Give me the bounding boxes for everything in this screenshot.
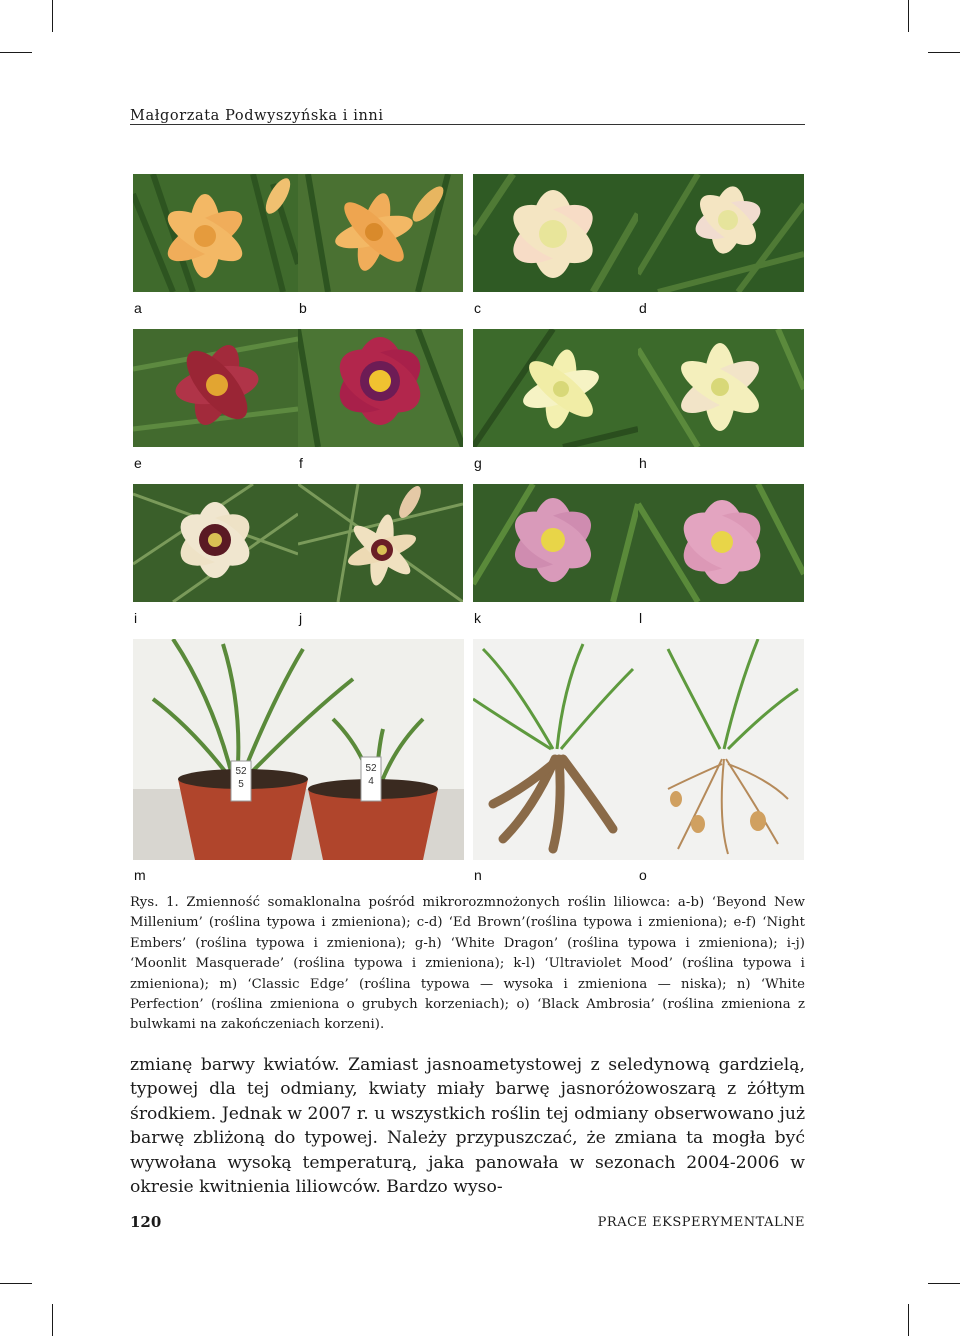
figure-label: a	[134, 300, 142, 316]
figure-label: c	[474, 300, 481, 316]
photo-g	[473, 329, 638, 447]
figure-label: b	[299, 300, 307, 316]
crop-mark	[908, 1304, 909, 1336]
pot-tag-text: 5	[238, 779, 244, 790]
figure-label: o	[639, 867, 647, 883]
figure-label: g	[474, 455, 482, 471]
photo-j	[298, 484, 463, 602]
crop-mark	[0, 52, 32, 53]
journal-name: PRACE EKSPERYMENTALNE	[597, 1215, 805, 1230]
figure-label: k	[474, 610, 481, 626]
crop-mark	[0, 1283, 32, 1284]
photo-n	[473, 639, 638, 860]
header-rule	[130, 124, 805, 125]
figure-label: i	[134, 610, 138, 626]
crop-mark	[928, 1283, 960, 1284]
crop-mark	[908, 0, 909, 32]
figure-caption: Rys. 1. Zmienność somaklonalna pośród mikrorozmnożonych roślin liliowca: a-b) ‘Beyond New Millenium’ (roślina typowa i zmieniona); c-d) ‘Ed Brown’(roślina typowa i zmieniona); e-f) ‘Night Embers’ (roślina typowa i zmieniona); g-h) ‘White Dragon’ (roślina typowa i zmieniona); i-j) ‘Moonlit Masquerade’ (roślina typowa i zmieniona); k-l) ‘Ultraviolet Mood’ (roślina typowa i zmieniona); m) ‘Classic Edge’ (roślina typowa — wysoka i zmieniona — niska); n) ‘White Perfection’ (roślina zmieniona o grubych korzeniach); o) ‘Black Ambrosia’ (roślina zmieniona z bulwkami na zakończeniach korzeni).	[130, 895, 805, 1033]
photo-h	[638, 329, 804, 447]
crop-mark	[52, 0, 53, 32]
photo-o	[638, 639, 804, 860]
body-paragraph: zmianę barwy kwiatów. Zamiast jasnoametystowej z seledynową gardzielą, typowej dla tej odmiany, kwiaty miały barwę jasnoróżowoszarą z żółtym środkiem. Jednak w 2007 r. u wszystkich roślin tej odmiany obserwowano już barwę zbliżoną do typowej. Należy przypuszczać, że zmiana ta mogła być wywołana wysoką temperaturą, jaka panowała w sezonach 2004-2006 w okresie kwitnienia liliowców. Bardzo wyso-	[130, 1055, 805, 1198]
figure-label: d	[639, 300, 647, 316]
figure-label: e	[134, 455, 142, 471]
photo-c	[473, 174, 638, 292]
figure-label: m	[134, 867, 146, 883]
photo-f	[298, 329, 463, 447]
figure-label: f	[299, 455, 303, 471]
crop-mark	[52, 1304, 53, 1336]
pot-tag-text: 52	[365, 763, 377, 774]
photo-m	[133, 639, 464, 860]
pot-tag-text: 52	[235, 766, 247, 777]
crop-mark	[928, 52, 960, 53]
page-number: 120	[130, 1213, 162, 1231]
photo-a	[133, 174, 298, 292]
photo-i	[133, 484, 298, 602]
figure-label: n	[474, 867, 482, 883]
figure-label: h	[639, 455, 647, 471]
photo-e	[133, 329, 298, 447]
running-header: Małgorzata Podwyszyńska i inni	[130, 108, 384, 124]
photo-d	[638, 174, 804, 292]
figure-label: j	[299, 610, 303, 626]
photo-l	[638, 484, 804, 602]
figure-label: l	[639, 610, 643, 626]
photo-k	[473, 484, 638, 602]
photo-b	[298, 174, 463, 292]
pot-tag-text: 4	[368, 776, 374, 787]
